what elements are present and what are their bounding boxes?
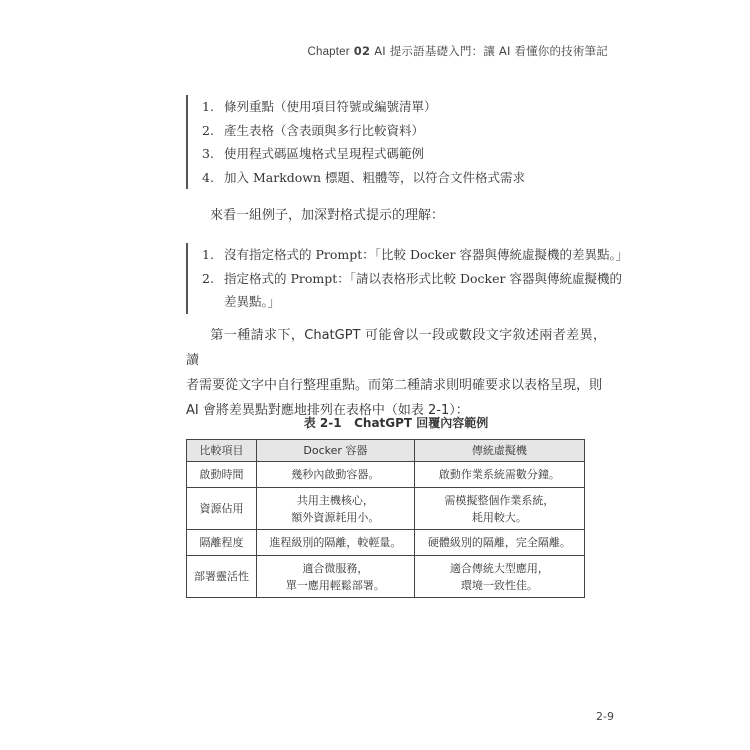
chapter-title: AI 提示語基礎入門：讓 AI 看懂你的技術筆記	[374, 44, 608, 58]
list-item-continuation: 差異點。」	[224, 294, 281, 309]
table-cell: 資源佔用	[187, 488, 257, 530]
table-caption-label: 表 2-1	[303, 416, 342, 430]
chapter-number: 02	[353, 44, 371, 58]
paragraph-line: 者需要從文字中自行整理重點。而第二種請求則明確要求以表格呈現，則	[186, 378, 603, 393]
paragraph-line: AI 會將差異點對應地排列在表格中（如表 2-1）：	[186, 403, 469, 418]
table-header-cell: 比較項目	[187, 440, 257, 462]
explanation-paragraph	[186, 323, 606, 423]
table-header-row	[187, 440, 585, 462]
table-cell: 進程級別的隔離，較輕量。	[257, 530, 415, 556]
table-header-cell: 傳統虛擬機	[414, 440, 584, 462]
table-row	[187, 488, 585, 530]
list-item: 2. 產生表格（含表頭與多行比較資料）	[202, 122, 425, 138]
comparison-table	[186, 439, 585, 598]
table-caption-title: ChatGPT 回覆內容範例	[354, 416, 489, 430]
table-cell: 適合傳統大型應用， 環境一致性佳。	[414, 556, 584, 598]
table-cell: 硬體級別的隔離，完全隔離。	[414, 530, 584, 556]
page-number: 2-9	[596, 710, 614, 723]
chapter-word: Chapter	[307, 46, 350, 58]
list-item: 3. 使用程式碼區塊格式呈現程式碼範例	[202, 146, 425, 161]
table-cell: 幾秒內啟動容器。	[257, 462, 415, 488]
table-cell: 隔離程度	[187, 530, 257, 556]
list-item: 2. 指定格式的 Prompt：「請以表格形式比較 Docker 容器與傳統虛擬機的	[202, 270, 622, 286]
running-header	[307, 43, 608, 59]
table-cell: 部署靈活性	[187, 556, 257, 598]
table-cell: 啟動作業系統需數分鐘。	[414, 462, 584, 488]
format-requirements-list	[186, 95, 525, 189]
list-item: 1. 沒有指定格式的 Prompt：「比較 Docker 容器與傳統虛擬機的差異點。」	[202, 247, 629, 262]
list-item: 4. 加入 Markdown 標題、粗體等，以符合文件格式需求	[202, 169, 526, 185]
table-cell: 適合微服務， 單一應用輕鬆部署。	[257, 556, 415, 598]
table-header-cell: Docker 容器	[257, 440, 415, 462]
table-row	[187, 556, 585, 598]
list-item: 1. 條列重點（使用項目符號或編號清單）	[202, 99, 437, 114]
table-cell: 共用主機核心， 額外資源耗用小。	[257, 488, 415, 530]
table-cell: 需模擬整個作業系統， 耗用較大。	[414, 488, 584, 530]
table-row	[187, 462, 585, 488]
table-row	[187, 530, 585, 556]
prompt-example-list	[186, 243, 628, 314]
table-cell: 啟動時間	[187, 462, 257, 488]
table-caption	[186, 414, 606, 431]
intro-paragraph: 來看一組例子，加深對格式提示的理解：	[210, 208, 445, 223]
paragraph-line: 第一種請求下，ChatGPT 可能會以一段或數段文字敘述兩者差異，讀	[186, 328, 606, 368]
